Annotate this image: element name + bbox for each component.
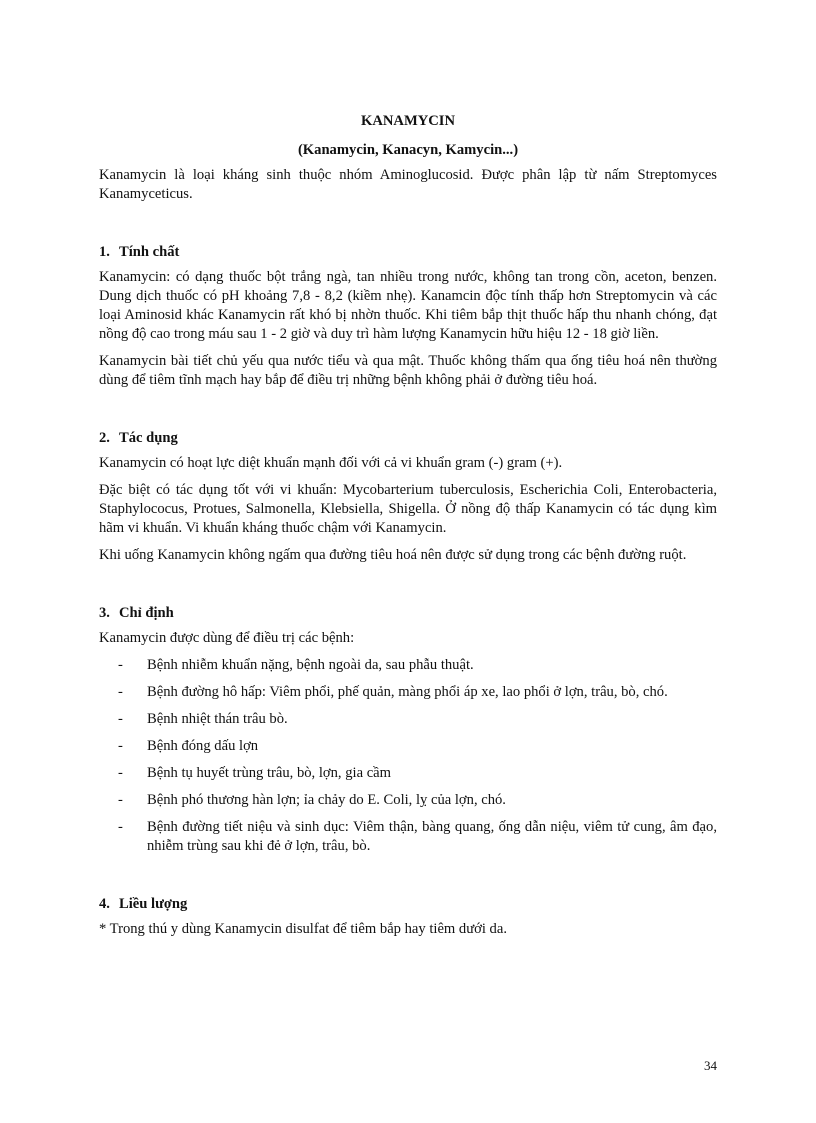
section-chi-dinh	[99, 604, 717, 856]
list-item	[99, 656, 717, 675]
section-paragraph: Khi uống Kanamycin không ngấm qua đường tiêu hoá nên được sử dụng trong các bệnh đường ruột.	[99, 547, 687, 563]
section-heading	[99, 604, 717, 623]
dash-bullet: -	[118, 684, 123, 700]
dash-bullet: -	[118, 819, 123, 835]
section-heading	[99, 429, 717, 448]
list-item-text: Bệnh đường hô hấp: Viêm phổi, phế quản, màng phổi áp xe, lao phổi ở lợn, trâu, bò, chó.	[147, 684, 668, 700]
list-item-text: Bệnh đường tiết niệu và sinh dục: Viêm thận, bàng quang, ống dẫn niệu, viêm tử cung, âm đạo, nhiễm trùng sau khi đẻ ở lợn, trâu, bò.	[147, 819, 717, 854]
page-number: 34	[704, 1058, 717, 1073]
section-title: Tính chất	[119, 244, 180, 260]
section-paragraph: Kanamycin: có dạng thuốc bột trắng ngà, tan nhiều trong nước, không tan trong cồn, aceton, benzen. Dung dịch thuốc có pH khoảng 7,8 - 8,2 (kiềm nhẹ). Kanamcin độc tính thấp hơn Streptomycin và các loại Aminosid khác Kanamycin rất khó bị nhờn thuốc. Khi tiêm bắp thịt thuốc hấp thu nhanh chóng, đạt nồng độ cao trong máu sau 1 - 2 giờ và duy trì hàm lượng Kanamycin hữu hiệu 12 - 18 giờ liền.	[99, 269, 717, 342]
section-tinh-chat	[99, 243, 717, 390]
section-number: 3.	[99, 605, 110, 621]
list-item-text: Bệnh nhiệt thán trâu bò.	[147, 711, 288, 727]
document-page	[99, 112, 717, 947]
dash-bullet: -	[118, 792, 123, 808]
list-item-text: Bệnh phó thương hàn lợn; ỉa chảy do E. Coli, lỵ của lợn, chó.	[147, 792, 506, 808]
section-paragraph: Kanamycin có hoạt lực diệt khuẩn mạnh đối với cả vi khuẩn gram (-) gram (+).	[99, 455, 563, 471]
dash-bullet: -	[118, 711, 123, 727]
section-title: Chỉ định	[119, 605, 174, 621]
list-item	[99, 683, 717, 702]
list-item-text: Bệnh nhiễm khuẩn nặng, bệnh ngoài da, sau phẫu thuật.	[147, 657, 474, 673]
section-paragraph: Kanamycin bài tiết chủ yếu qua nước tiểu và qua mật. Thuốc không thấm qua ống tiêu hoá nên thường dùng để tiêm tĩnh mạch hay bắp để điều trị những bệnh không phải ở đường tiêu hoá.	[99, 353, 717, 388]
list-item	[99, 791, 717, 810]
list-item	[99, 818, 717, 856]
dash-bullet: -	[118, 738, 123, 754]
section-heading	[99, 243, 717, 262]
section-heading	[99, 895, 717, 914]
list-item-text: Bệnh đóng dấu lợn	[147, 738, 259, 754]
section-paragraph: Đặc biệt có tác dụng tốt với vi khuẩn: Mycobarterium tuberculosis, Escherichia Coli, Enterobacteria, Staphylococus, Protues, Salmonella, Klebsiella, Shigella. Ở nồng độ thấp Kanamycin có tác dụng kìm hãm vi khuẩn. Vi khuẩn kháng thuốc chậm với Kanamycin.	[99, 482, 717, 536]
section-tac-dung	[99, 429, 717, 565]
intro-paragraph: Kanamycin là loại kháng sinh thuộc nhóm Aminoglucosid. Được phân lập từ nấm Streptomyces Kanamyceticus.	[99, 167, 717, 202]
section-lieu-luong	[99, 895, 717, 939]
section-title: Liều lượng	[119, 896, 188, 912]
section-number: 2.	[99, 430, 110, 446]
document-title: KANAMYCIN	[360, 113, 456, 129]
list-item	[99, 764, 717, 783]
section-title: Tác dụng	[119, 430, 178, 446]
indication-list	[99, 656, 717, 856]
section-number: 1.	[99, 244, 110, 260]
section-paragraph: * Trong thú y dùng Kanamycin disulfat để tiêm bắp hay tiêm dưới da.	[99, 921, 507, 937]
document-subtitle: (Kanamycin, Kanacyn, Kamycin...)	[297, 142, 519, 158]
section-number: 4.	[99, 896, 110, 912]
list-item	[99, 737, 717, 756]
list-item-text: Bệnh tụ huyết trùng trâu, bò, lợn, gia cầm	[147, 765, 392, 781]
list-item	[99, 710, 717, 729]
section-intro: Kanamycin được dùng để điều trị các bệnh:	[99, 630, 355, 646]
dash-bullet: -	[118, 657, 123, 673]
dash-bullet: -	[118, 765, 123, 781]
